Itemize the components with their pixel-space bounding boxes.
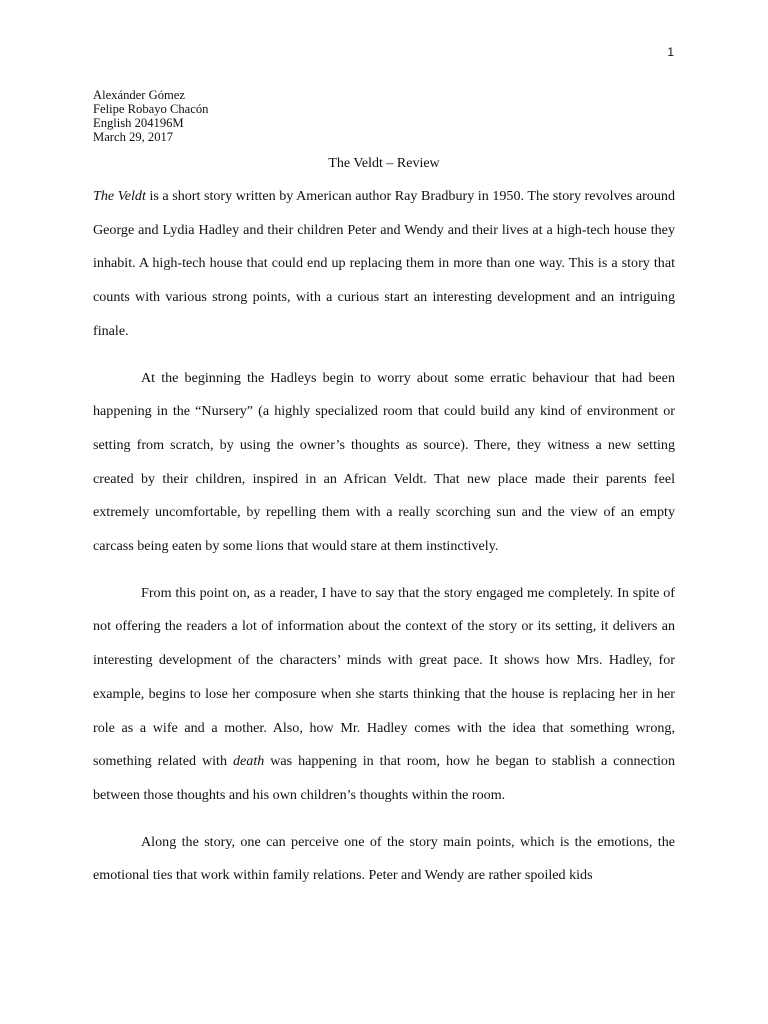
document-date: March 29, 2017 — [93, 130, 174, 144]
body-text — [93, 180, 675, 893]
paragraph-1 — [93, 180, 675, 349]
document-title: The Veldt – Review — [328, 156, 440, 171]
italic-word-death: death — [232, 753, 265, 770]
author-name: Alexánder Gómez — [93, 88, 185, 102]
course-name: English 204196M — [93, 116, 184, 130]
paragraph-3-text-a: From this point on, as a reader, I have to say that the story engaged me completely. In spite of not offering the readers a lot of information about the context of the story or its setting, it delivers an interesting development of the characters’ minds with great pace. It shows how Mrs. Hadley, for example, begins to lose her composure when she starts thinking that the house is replacing her in her role as a wife and a mother. Also, how Mr. Hadley comes with the idea that something wrong, something related with — [93, 584, 675, 770]
paragraph-4: Along the story, one can perceive one of the story main points, which is the emotions, the emotional ties that work within family relations. Peter and Wendy are rather spoiled kids — [93, 833, 675, 884]
story-title-italic: The Veldt — [93, 188, 146, 204]
paragraph-1-text: is a short story written by American author Ray Bradbury in 1950. The story revolves around George and Lydia Hadley and their children Peter and Wendy and their lives at a high-tech house they inhabit. A high-tech house that could end up replacing them in more than one way. This is a story that counts with various strong points, with a curious start an interesting development and an intriguing finale. — [93, 188, 675, 339]
paragraph-2: At the beginning the Hadleys begin to worry about some erratic behaviour that had been happening in the “Nursery” (a highly specialized room that could build any kind of environment or setting from scratch, by using the owner’s thoughts as source). There, they witness a new setting created by their children, inspired in an African Veldt. That new place made their parents feel extremely uncomfortable, by repelling them with a really scorching sun and the view of an empty carcass being eaten by some lions that would stare at them instinctively. — [93, 369, 675, 555]
paragraph-3 — [93, 577, 675, 813]
paragraph-3-text-b: was happening in that room, how he began to stablish a connection between those thoughts and his own children’s thoughts within the room. — [93, 753, 675, 803]
instructor-name: Felipe Robayo Chacón — [93, 102, 209, 116]
page-number: 1 — [667, 45, 674, 59]
mla-header — [93, 88, 208, 144]
